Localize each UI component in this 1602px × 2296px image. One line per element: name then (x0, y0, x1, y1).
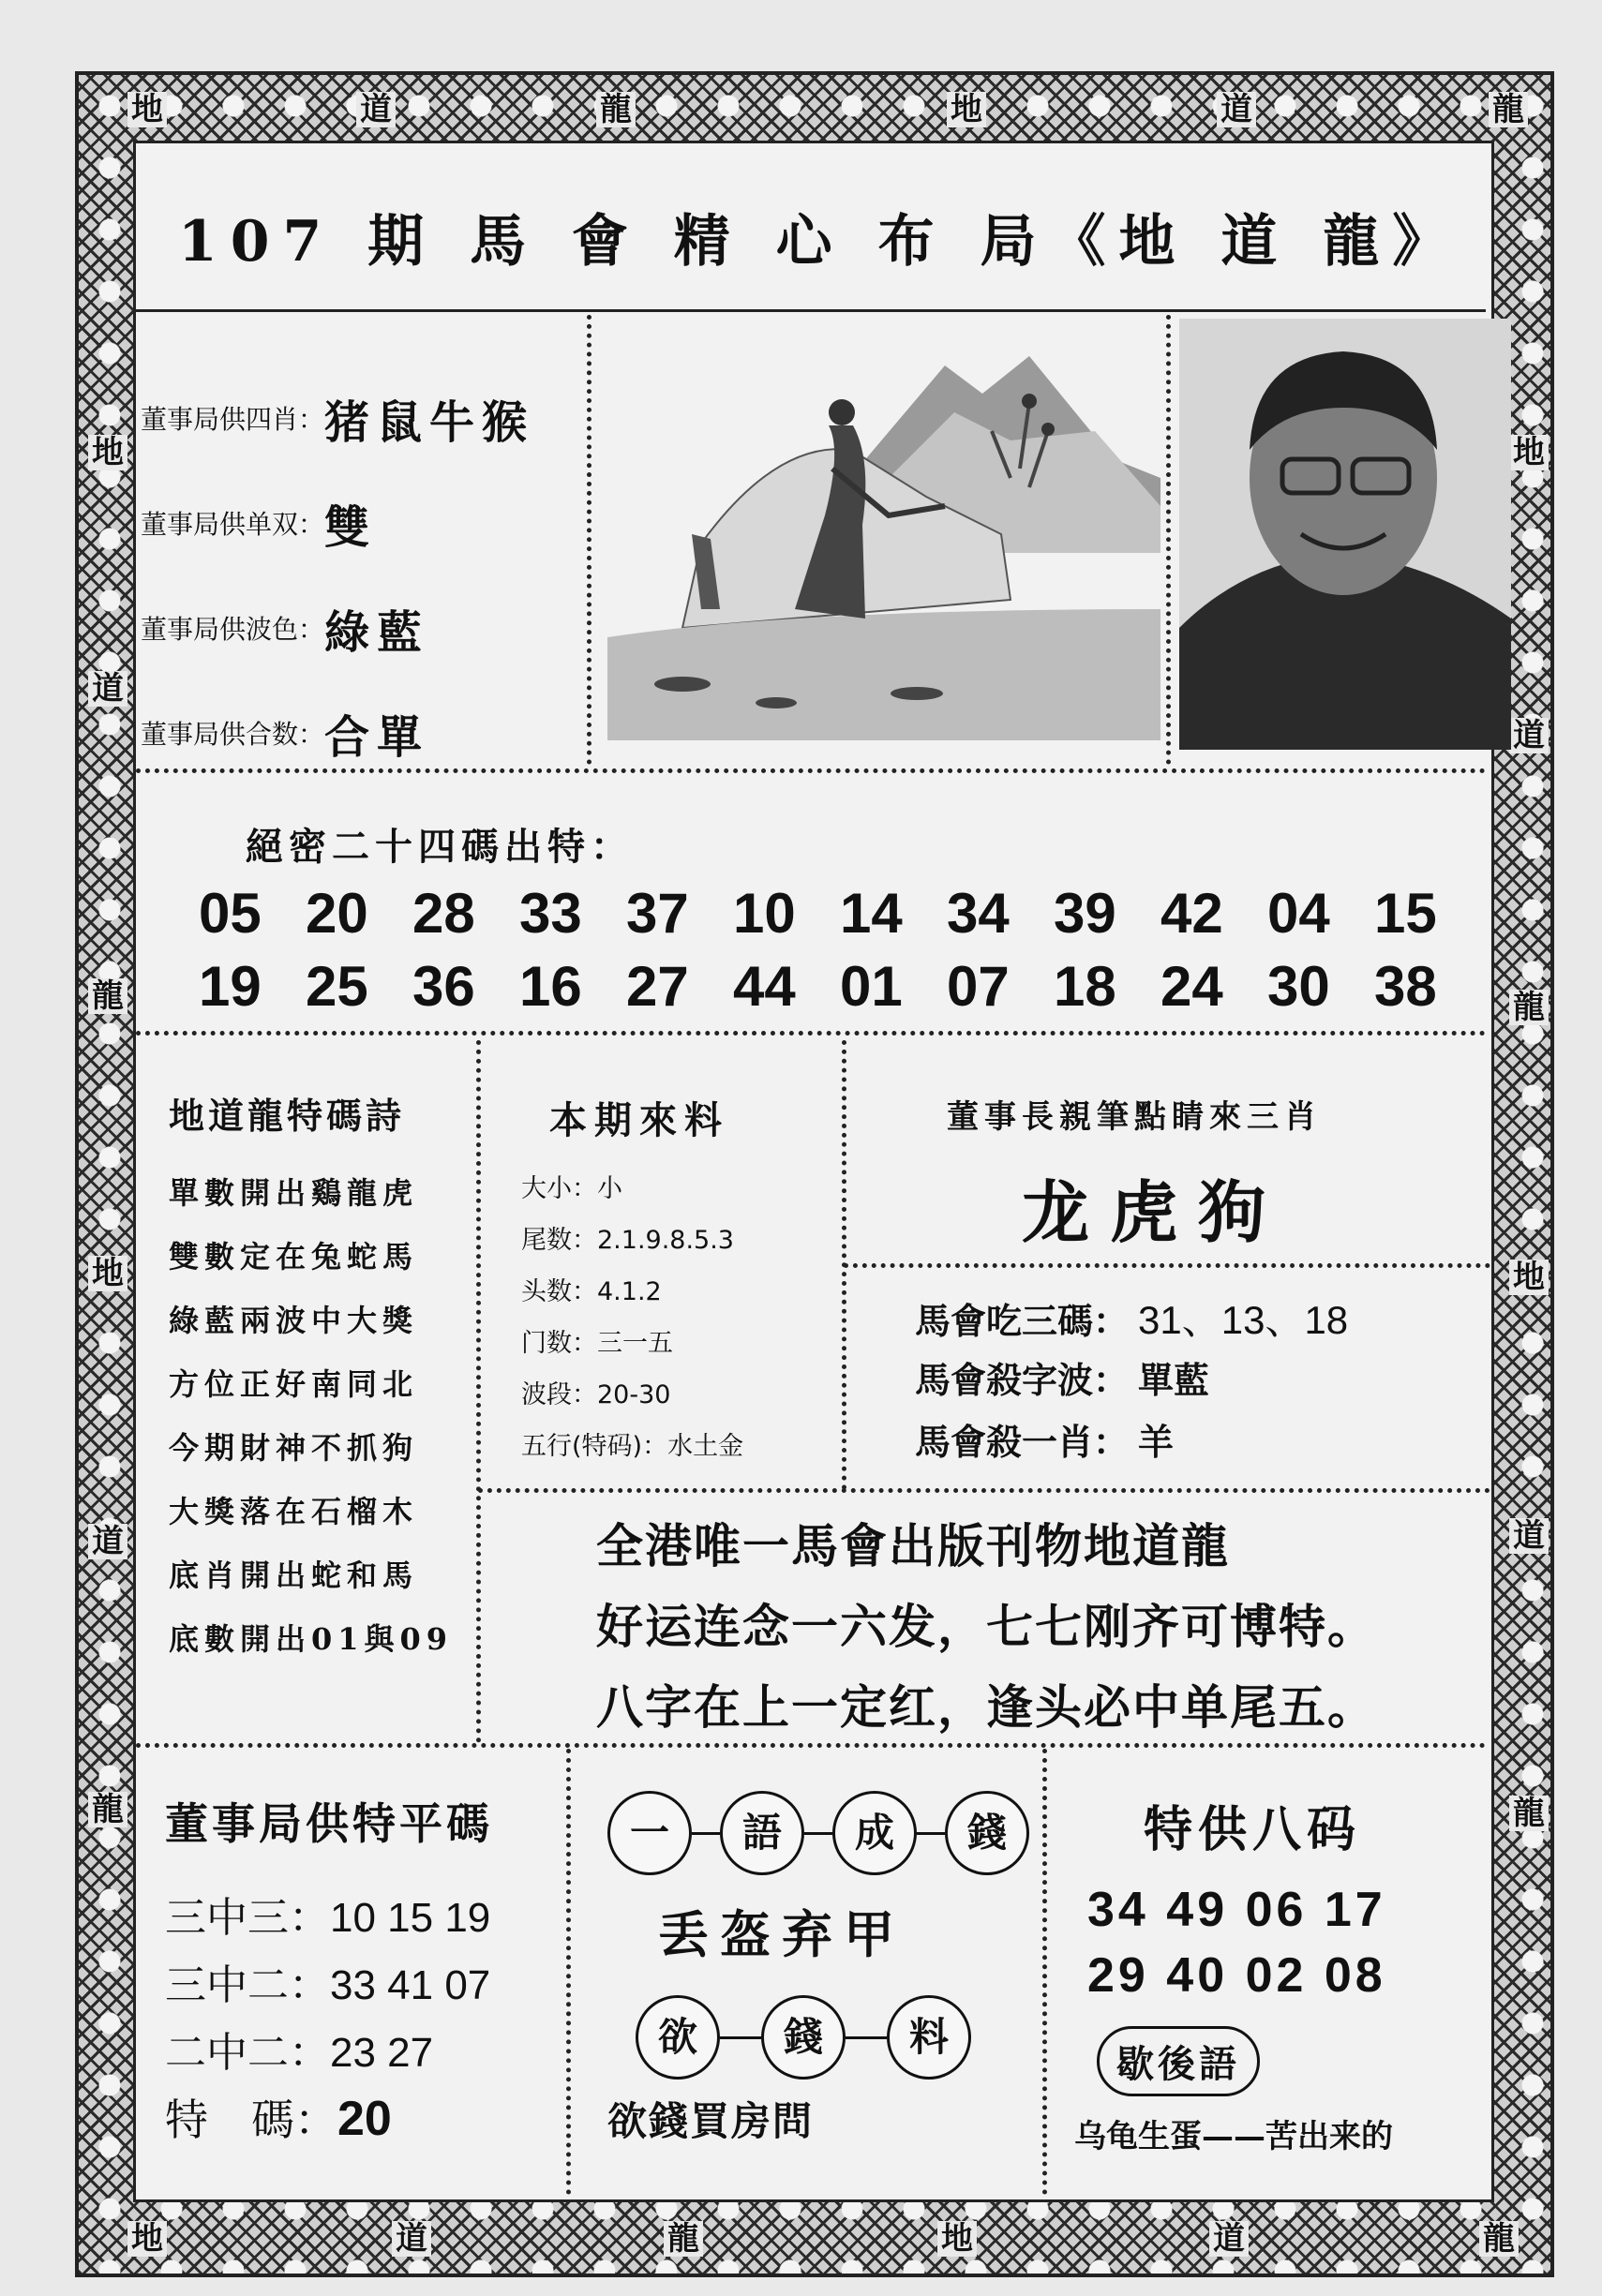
number: 42 (1160, 882, 1223, 945)
flat-code-line: 三中二：33 41 07 (165, 1962, 491, 2008)
number: 36 (412, 955, 475, 1018)
section-divider (844, 1263, 1490, 1268)
pick-label: 董事局供四肖： (141, 404, 325, 435)
poem-block (169, 1087, 469, 1679)
riddle-block (607, 1788, 1029, 2159)
special-code-label: 特 碼： (165, 2095, 337, 2145)
poem-line: 綠藍兩波中大獎 (169, 1303, 419, 1338)
secret24-row-1 (199, 881, 1481, 946)
vertical-divider (476, 1040, 481, 1743)
eight-codes-row: 34 49 06 17 (1087, 1883, 1386, 1937)
slogan-line: 好运连念一六发，七七刚齐可博特。 (596, 1599, 1376, 1654)
kill-value: 羊 (1138, 1421, 1175, 1463)
section-divider (136, 1743, 1486, 1748)
number: 04 (1267, 882, 1330, 945)
pick-value: 合單 (324, 710, 430, 764)
connector (846, 2036, 887, 2039)
flat-codes-block (165, 1790, 577, 2154)
number: 14 (840, 882, 903, 945)
border-char: 龍 (88, 1792, 127, 1827)
eight-codes-title: 特供八码 (1144, 1801, 1362, 1858)
border-char: 龍 (1509, 1796, 1549, 1831)
vertical-divider (566, 1749, 571, 2195)
number: 20 (306, 882, 368, 945)
border-char: 龍 (1509, 990, 1549, 1025)
pick-label: 董事局供波色： (141, 614, 325, 645)
secret24-row-2 (199, 954, 1481, 1019)
border-char: 龍 (1479, 2221, 1519, 2257)
title-divider (136, 309, 1486, 312)
secret24-heading: 絕密二十四碼出特： (246, 825, 634, 869)
riddle-circles-top (607, 1788, 1029, 1878)
number: 44 (733, 955, 796, 1018)
vertical-divider (1042, 1749, 1047, 2195)
pick-value: 綠藍 (324, 605, 430, 659)
landscape-illustration (607, 328, 1160, 740)
flat-code-line: 三中三：10 15 19 (165, 1895, 491, 1941)
riddle-footer: 欲錢買房問 (607, 2098, 815, 2144)
kill-value: 單藍 (1138, 1359, 1210, 1401)
slogan-line: 全港唯一馬會出版刊物地道龍 (596, 1520, 1230, 1573)
source-line: 五行(特码)：水土金 (521, 1432, 744, 1461)
border-char: 龍 (664, 2221, 703, 2257)
number: 30 (1267, 955, 1330, 1018)
border-char: 道 (392, 2221, 431, 2257)
kill-value: 31、13、18 (1138, 1298, 1349, 1342)
border-char: 龍 (88, 978, 127, 1014)
pick-label: 董事局供合数： (141, 719, 325, 750)
section-divider (478, 1488, 1490, 1493)
riddle-char: 錢 (761, 1995, 846, 2080)
number: 37 (626, 882, 689, 945)
border-char: 道 (356, 92, 396, 127)
flat-code-line: 二中二：23 27 (165, 2030, 434, 2076)
border-char: 地 (88, 435, 127, 470)
riddle-char: 錢 (945, 1791, 1029, 1875)
vertical-divider (587, 315, 591, 765)
number: 18 (1054, 955, 1116, 1018)
number: 01 (840, 955, 903, 1018)
flat-codes-title: 董事局供特平碼 (165, 1798, 493, 1849)
number: 28 (412, 882, 475, 945)
source-line: 波段：20-30 (521, 1380, 671, 1409)
kill-label: 馬會殺字波： (915, 1359, 1130, 1401)
number: 38 (1374, 955, 1437, 1018)
xiehouyu-badge-wrap (1087, 2026, 1490, 2110)
riddle-char: 料 (887, 1995, 971, 2080)
riddle-char: 欲 (636, 1995, 720, 2080)
source-block (521, 1091, 840, 1477)
number: 07 (947, 955, 1010, 1018)
border-char: 道 (1509, 1518, 1549, 1554)
number: 24 (1160, 955, 1223, 1018)
kill-label: 馬會吃三碼： (915, 1300, 1130, 1342)
border-char: 道 (1209, 2221, 1249, 2257)
border-char: 道 (1217, 92, 1256, 127)
border-char: 道 (1509, 718, 1549, 753)
special-code-value: 20 (337, 2092, 392, 2146)
chairman-title: 董事長親筆點睛來三肖 (947, 1098, 1322, 1136)
poem-line: 底肖開出蛇和馬 (169, 1558, 419, 1593)
poem-line: 底數開出01與09 (169, 1621, 454, 1657)
pick-row (141, 575, 581, 680)
border-char: 地 (937, 2221, 977, 2257)
border-char: 地 (1509, 1260, 1549, 1295)
connector (804, 1832, 832, 1835)
kill-label: 馬會殺一肖： (915, 1421, 1130, 1463)
source-line: 尾数：2.1.9.8.5.3 (521, 1226, 734, 1255)
number: 25 (306, 955, 368, 1018)
slogan-line: 八字在上一定红，逢头必中单尾五。 (596, 1679, 1376, 1735)
special-code (165, 2086, 577, 2154)
number: 16 (519, 955, 582, 1018)
kill-row (915, 1290, 1477, 1351)
border-char: 道 (88, 671, 127, 707)
poem-line: 雙數定在兔蛇馬 (169, 1239, 419, 1275)
pick-value: 猪鼠牛猴 (324, 395, 535, 449)
kill-block (915, 1290, 1477, 1475)
connector (917, 1832, 945, 1835)
border-char: 地 (947, 92, 986, 127)
number: 34 (947, 882, 1010, 945)
source-line: 头数：4.1.2 (521, 1277, 662, 1306)
number: 10 (733, 882, 796, 945)
riddle-char: 語 (720, 1791, 804, 1875)
poem-title: 地道龍特碼詩 (169, 1095, 406, 1137)
border-char: 地 (127, 92, 167, 127)
border-char: 地 (88, 1256, 127, 1291)
source-line: 大小：小 (521, 1174, 622, 1203)
source-line: 门数：三一五 (521, 1329, 673, 1358)
slogan-block (596, 1509, 1477, 1751)
number: 39 (1054, 882, 1116, 945)
kill-row (915, 1413, 1477, 1475)
page-title: 107 期 馬 會 精 心 布 局《地 道 龍》 (178, 209, 1462, 275)
border-char: 龍 (596, 92, 636, 127)
number: 15 (1374, 882, 1437, 945)
connector (720, 2036, 761, 2039)
border-char: 地 (1509, 435, 1549, 470)
border-char: 龍 (1489, 92, 1528, 127)
section-divider (136, 1031, 1486, 1036)
poem-line: 單數開出鷄龍虎 (169, 1175, 419, 1211)
poem-line: 方位正好南同北 (169, 1366, 419, 1402)
border-char: 道 (88, 1524, 127, 1559)
xiehouyu-text: 乌龟生蛋——苦出来的 (1074, 2118, 1393, 2155)
chairman-zodiac: 龙虎狗 (1022, 1172, 1287, 1252)
xiehouyu-badge: 歇後語 (1097, 2026, 1260, 2096)
eight-codes-row: 29 40 02 08 (1087, 1948, 1386, 2003)
connector (692, 1832, 720, 1835)
pick-row (141, 470, 581, 575)
border-char: 地 (127, 2221, 167, 2257)
number: 33 (519, 882, 582, 945)
pick-row (141, 365, 581, 470)
riddle-char: 成 (832, 1791, 917, 1875)
riddle-phrase: 丢盔弃甲 (658, 1904, 906, 1964)
poem-line: 今期財神不抓狗 (169, 1430, 419, 1466)
portrait-photo (1179, 319, 1511, 750)
poem-line: 大獎落在石榴木 (169, 1494, 419, 1529)
vertical-divider (1166, 315, 1171, 765)
pick-label: 董事局供单双： (141, 509, 325, 540)
section-divider (136, 768, 1486, 773)
pick-value: 雙 (324, 500, 378, 554)
number: 05 (199, 882, 262, 945)
eight-codes-block (1074, 1790, 1490, 2156)
kill-row (915, 1351, 1477, 1413)
riddle-char: 一 (607, 1791, 692, 1875)
riddle-circles-bottom (607, 1990, 1029, 2084)
number: 27 (626, 955, 689, 1018)
board-picks (141, 365, 581, 785)
source-title: 本期來料 (549, 1098, 729, 1142)
number: 19 (199, 955, 262, 1018)
